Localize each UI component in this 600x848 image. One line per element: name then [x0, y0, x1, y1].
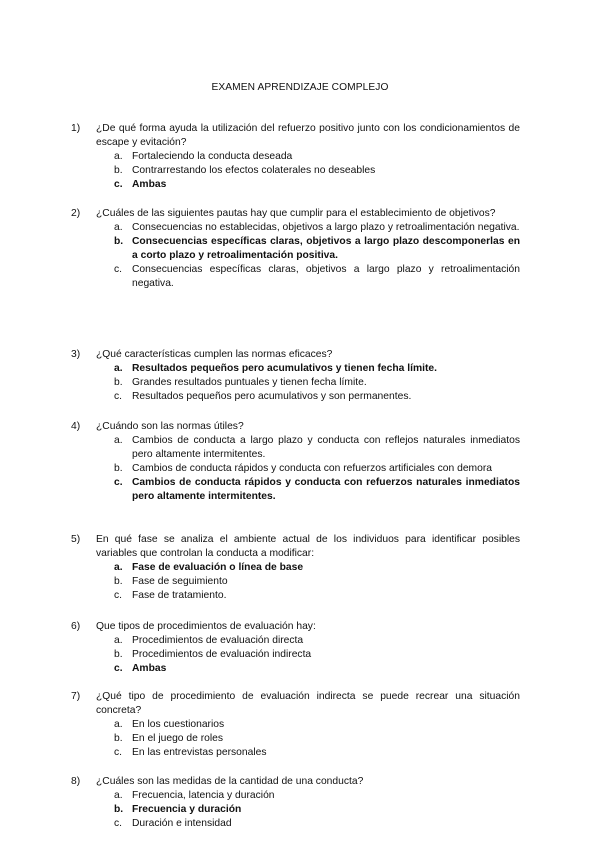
option-list [96, 434, 520, 504]
question-text: En qué fase se analiza el ambiente actual de los individuos para identificar posibles variables que controlan la conducta a modificar: [96, 534, 520, 559]
question-4 [71, 420, 520, 504]
option-b [96, 462, 520, 476]
option-text: Resultados pequeños pero acumulativos y tienen fecha límite. [132, 363, 437, 374]
option-a [96, 561, 520, 575]
question-text: ¿Qué tipo de procedimiento de evaluación indirecta se puede recrear una situación concreta? [96, 691, 520, 716]
option-b [96, 164, 520, 178]
option-c [96, 263, 520, 291]
question-number: 7) [71, 691, 81, 702]
question-text: ¿Cuándo son las normas útiles? [96, 421, 244, 432]
option-b [96, 376, 520, 390]
option-letter: c. [114, 179, 123, 190]
option-text: Fortaleciendo la conducta deseada [132, 151, 293, 162]
option-list [96, 150, 520, 192]
option-letter: c. [114, 663, 123, 674]
question-number: 3) [71, 349, 81, 360]
option-letter: c. [114, 477, 123, 488]
option-text: Fase de evaluación o línea de base [132, 562, 304, 573]
option-list [96, 718, 520, 760]
option-a [96, 789, 520, 803]
question-number: 2) [71, 208, 81, 219]
option-text: Consecuencias específicas claras, objetivos a largo plazo y retroalimentación negativa. [132, 264, 520, 289]
option-text: Contrarrestando los efectos colaterales no deseables [132, 165, 376, 176]
option-text: Cambios de conducta rápidos y conducta con refuerzos artificiales con demora [132, 463, 493, 474]
option-list [96, 789, 520, 831]
option-letter: b. [114, 804, 124, 815]
question-1 [71, 122, 520, 192]
option-c [96, 178, 520, 192]
option-letter: a. [114, 435, 123, 446]
option-list [96, 221, 520, 291]
option-text: Procedimientos de evaluación directa [132, 635, 304, 646]
option-text: Consecuencias específicas claras, objetivos a largo plazo descomponerlas en a corto plazo y retroalimentación positiva. [132, 236, 520, 261]
option-a [96, 634, 520, 648]
option-text: Consecuencias no establecidas, objetivos a largo plazo y retroalimentación negativa. [132, 222, 520, 233]
option-a [96, 362, 520, 376]
option-letter: b. [114, 236, 124, 247]
option-text: En los cuestionarios [132, 719, 225, 730]
question-number: 5) [71, 534, 81, 545]
option-b [96, 732, 520, 746]
option-letter: b. [114, 463, 123, 474]
option-c [96, 817, 520, 831]
option-letter: c. [114, 590, 123, 601]
option-list [96, 362, 520, 404]
option-c [96, 476, 520, 504]
option-b [96, 803, 520, 817]
option-letter: a. [114, 719, 123, 730]
question-text: ¿Qué características cumplen las normas eficaces? [96, 349, 333, 360]
option-letter: a. [114, 790, 123, 801]
option-c [96, 662, 520, 676]
question-6 [71, 620, 520, 676]
question-7 [71, 690, 520, 760]
option-c [96, 589, 520, 603]
question-2 [71, 207, 520, 291]
option-text: En las entrevistas personales [132, 747, 267, 758]
option-text: Procedimientos de evaluación indirecta [132, 649, 312, 660]
question-number: 4) [71, 421, 81, 432]
option-letter: a. [114, 222, 123, 233]
option-text: Ambas [132, 663, 167, 674]
option-text: Frecuencia y duración [132, 804, 242, 815]
option-letter: b. [114, 576, 123, 587]
option-text: Cambios de conducta rápidos y conducta con refuerzos naturales inmediatos pero altamente intermitentes. [132, 477, 520, 502]
option-letter: b. [114, 165, 123, 176]
option-letter: a. [114, 562, 123, 573]
question-number: 1) [71, 123, 81, 134]
option-text: Fase de seguimiento [132, 576, 228, 587]
question-text: ¿Cuáles de las siguientes pautas hay que cumplir para el establecimiento de objetivos? [96, 208, 496, 219]
option-a [96, 221, 520, 235]
option-text: Cambios de conducta a largo plazo y conducta con reflejos naturales inmediatos pero altamente intermitentes. [132, 435, 520, 460]
option-text: En el juego de roles [132, 733, 224, 744]
option-letter: a. [114, 635, 123, 646]
option-a [96, 434, 520, 462]
option-letter: b. [114, 649, 123, 660]
option-text: Grandes resultados puntuales y tienen fecha límite. [132, 377, 367, 388]
question-8 [71, 775, 520, 831]
question-number: 6) [71, 621, 81, 632]
option-list [96, 634, 520, 676]
option-b [96, 235, 520, 263]
option-letter: c. [114, 391, 123, 402]
option-letter: a. [114, 363, 123, 374]
exam-title: EXAMEN APRENDIZAJE COMPLEJO [211, 82, 389, 93]
option-text: Resultados pequeños pero acumulativos y son permanentes. [132, 391, 412, 402]
option-letter: c. [114, 747, 123, 758]
option-letter: a. [114, 151, 123, 162]
option-letter: b. [114, 377, 123, 388]
option-a [96, 150, 520, 164]
option-b [96, 648, 520, 662]
option-c [96, 746, 520, 760]
option-text: Duración e intensidad [132, 818, 232, 829]
option-letter: b. [114, 733, 123, 744]
question-3 [71, 348, 520, 404]
option-text: Fase de tratamiento. [132, 590, 227, 601]
option-b [96, 575, 520, 589]
option-a [96, 718, 520, 732]
question-number: 8) [71, 776, 81, 787]
option-list [96, 561, 520, 603]
option-text: Frecuencia, latencia y duración [132, 790, 275, 801]
option-text: Ambas [132, 179, 167, 190]
option-letter: c. [114, 264, 123, 275]
option-letter: c. [114, 818, 123, 829]
option-c [96, 390, 520, 404]
question-5 [71, 533, 520, 603]
question-text: ¿De qué forma ayuda la utilización del refuerzo positivo junto con los condicionamientos de escape y evitación? [96, 123, 520, 148]
question-text: ¿Cuáles son las medidas de la cantidad de una conducta? [96, 776, 364, 787]
question-text: Que tipos de procedimientos de evaluación hay: [96, 621, 316, 632]
